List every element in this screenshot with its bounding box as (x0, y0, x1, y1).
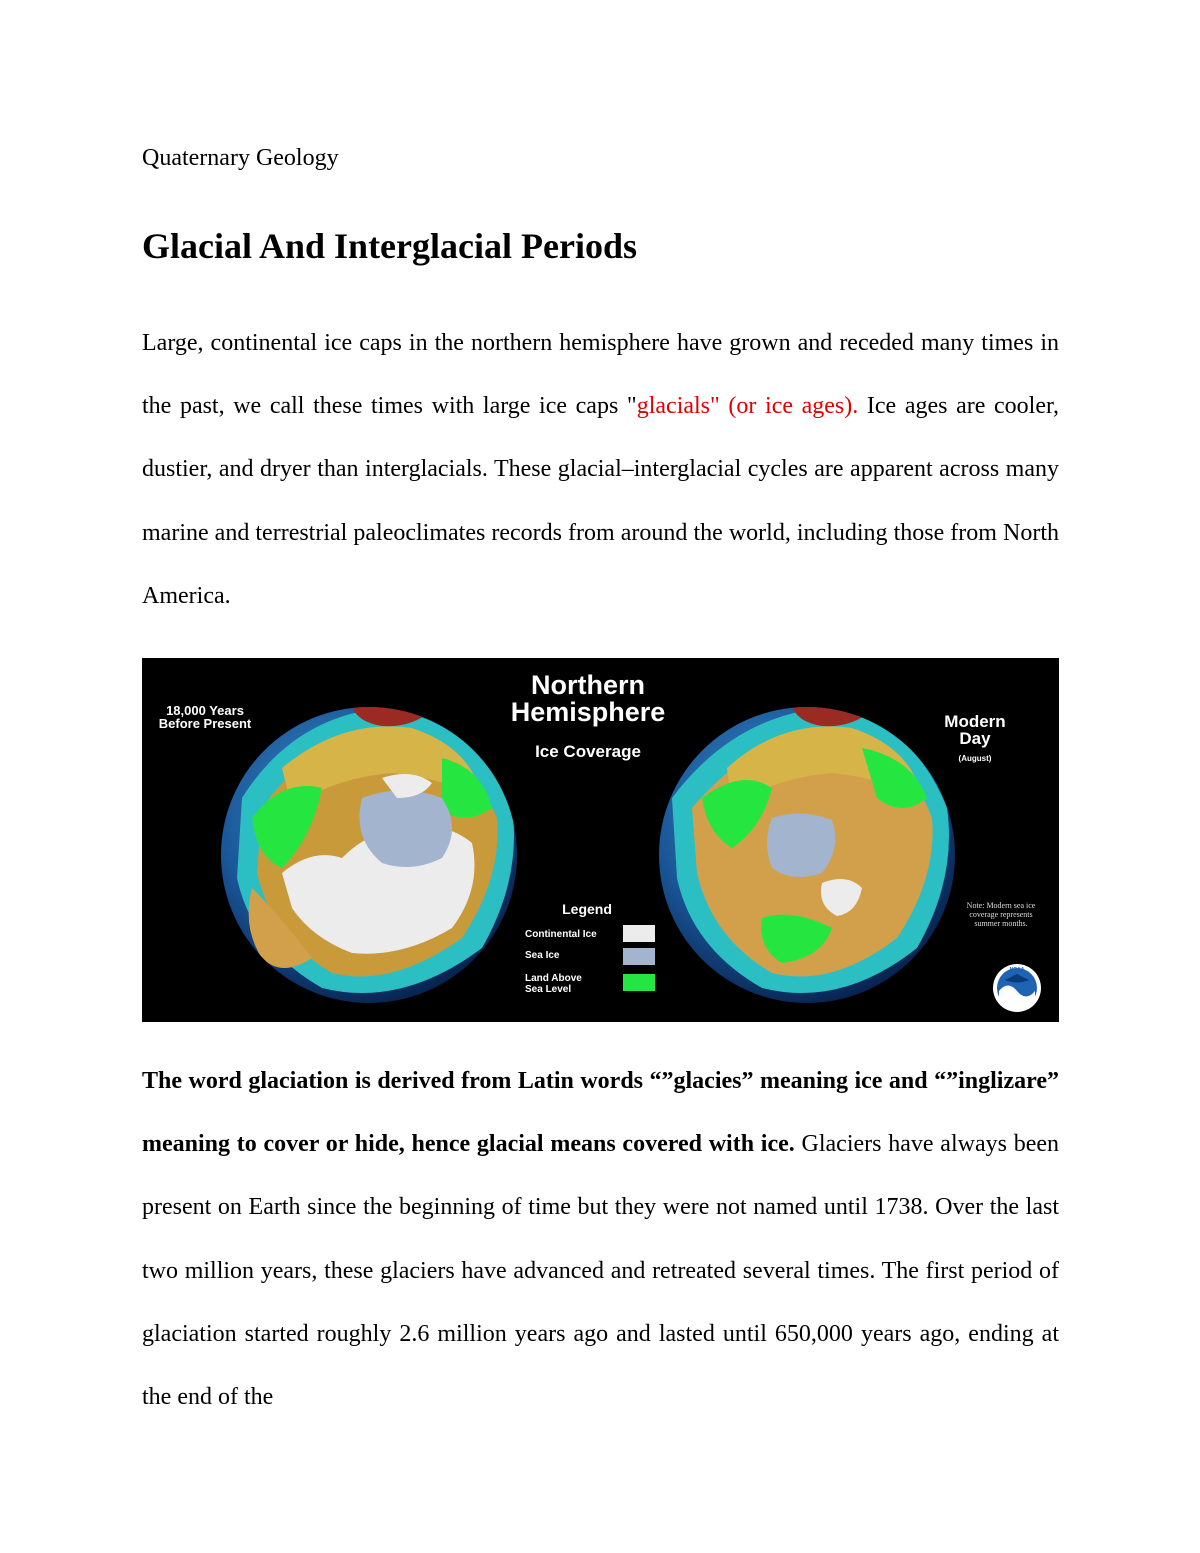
globe-18000-years (221, 702, 517, 1003)
paragraph-intro-text-2: Ice ages are cooler, dustier, and dryer than interglacials. These glacial–interglacial cycles are apparent across many marine and terrestrial paleoclimates records from around the world, including those from North America. (142, 393, 1059, 609)
paragraph-glaciation-text: Glaciers have always been present on Earth since the beginning of time but they were not named until 1738. Over the last two million years, these glaciers have advanced and retreated several times. The first period of glaciation started roughly 2.6 million years ago and lasted until 650,000 years ago, ending at the end of the (142, 1131, 1060, 1411)
figure-legend (525, 901, 655, 995)
legend-label-continental-ice: Continental Ice (525, 929, 597, 940)
figure-note-line3: summer months. (974, 919, 1028, 928)
figure-note-line1: Note: Modern sea ice (966, 901, 1036, 910)
noaa-logo (993, 964, 1041, 1012)
paragraph-glaciation (142, 1050, 1059, 1429)
legend-label-land-line1: Land Above (525, 973, 582, 984)
page-title: Glacial And Interglacial Periods (142, 226, 637, 266)
paragraph-intro (142, 312, 1059, 628)
right-globe-label-sub: (August) (958, 754, 992, 763)
course-header: Quaternary Geology (142, 145, 339, 171)
paragraph-glaciation-bold: The word glaciation is derived from Latin words “”glacies” meaning ice and “”inglizare” meaning to cover or hide, hence glacial means covered with ice. (142, 1068, 1059, 1158)
highlighted-term-glacials: glacials" (or ice ages). (636, 393, 859, 420)
legend-label-land-line2: Sea Level (525, 984, 572, 995)
paragraph-intro-text-1: Large, continental ice caps in the northern hemisphere have grown and receded many times in the past, we call these times with large ice caps " (142, 330, 1059, 420)
ice-coverage-figure (142, 658, 1059, 1022)
figure-subtitle: Ice Coverage (535, 742, 641, 761)
figure-title-line2: Hemisphere (510, 697, 666, 727)
left-globe-label-line1: 18,000 Years (166, 703, 244, 718)
right-globe-label-line2: Day (959, 729, 991, 748)
left-globe-label-line2: Before Present (158, 716, 252, 731)
legend-swatch-sea-ice (623, 948, 655, 965)
figure-title-line1: Northern (531, 670, 645, 700)
legend-title: Legend (562, 901, 612, 917)
globe-modern-day (659, 702, 955, 1003)
right-globe-label-line1: Modern (944, 712, 1006, 731)
legend-label-sea-ice: Sea Ice (525, 950, 560, 961)
ice-coverage-illustration (142, 658, 1059, 1022)
legend-swatch-continental-ice (623, 925, 655, 942)
noaa-logo-text: NOAA (1009, 967, 1025, 973)
legend-swatch-land (623, 974, 655, 991)
figure-note-line2: coverage represents (969, 910, 1033, 919)
